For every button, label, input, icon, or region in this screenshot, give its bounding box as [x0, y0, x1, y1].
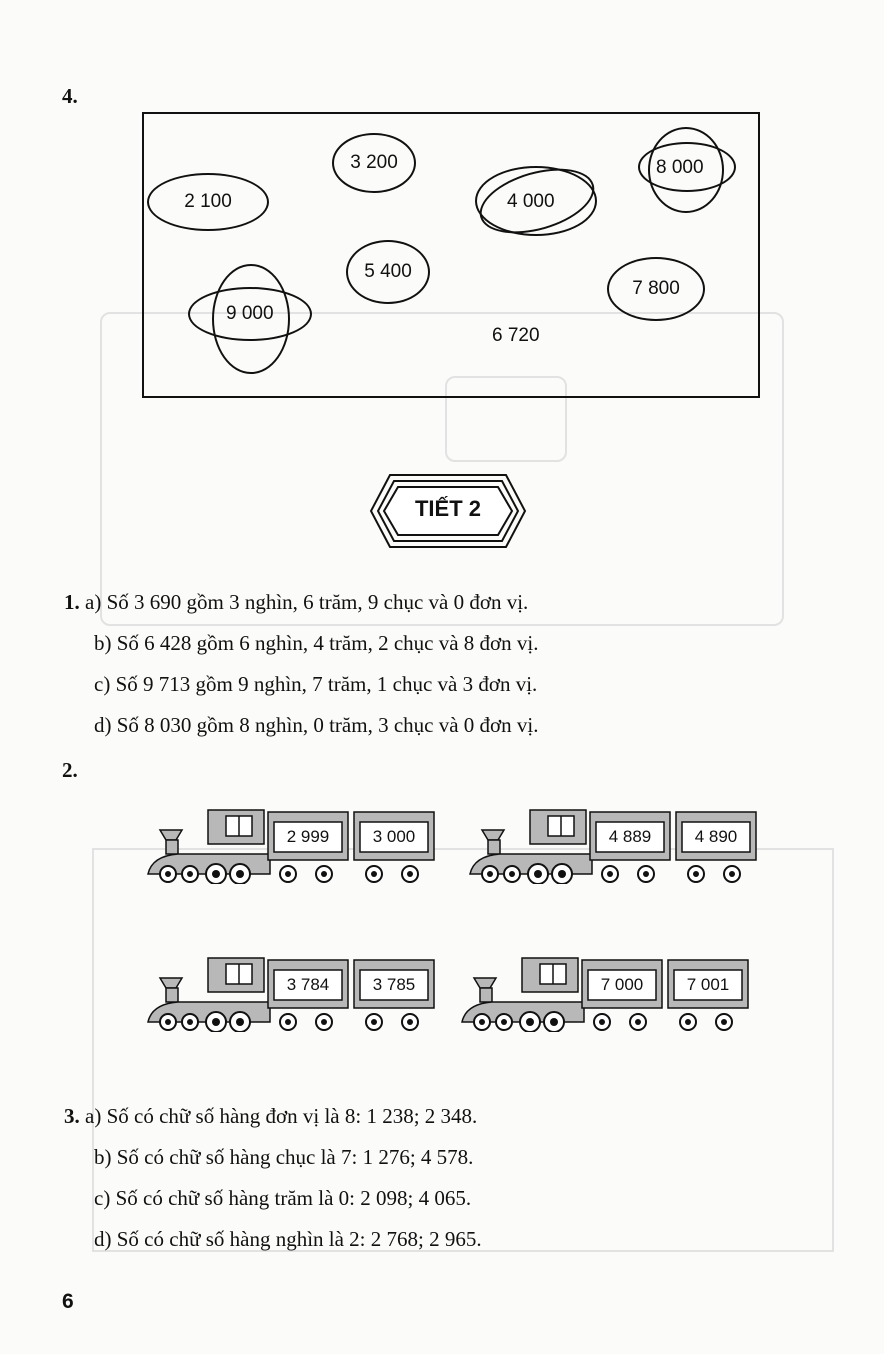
train-car-number: 4 890 — [694, 827, 738, 846]
number-label: 9 000 — [226, 303, 274, 324]
train-car-number: 4 889 — [608, 827, 652, 846]
number-label: 5 400 — [364, 261, 412, 282]
number-label: 2 100 — [184, 191, 232, 212]
exercise-4-number: 4. — [62, 84, 78, 108]
exercise-3-number: 3. — [64, 1104, 80, 1128]
exercise-1-line — [64, 590, 528, 615]
train-car-number: 3 000 — [372, 827, 416, 846]
exercise-1-item: b) Số 6 428 gồm 6 nghìn, 4 trăm, 2 chục và 8 đơn vị. — [94, 631, 539, 655]
exercise-1-item: d) Số 8 030 gồm 8 nghìn, 0 trăm, 3 chục và 0 đơn vị. — [94, 713, 539, 737]
exercise-3-item: d) Số có chữ số hàng nghìn là 2: 2 768; 2 965. — [94, 1227, 482, 1251]
exercise-3-line — [64, 1104, 477, 1129]
train-car-number: 7 000 — [600, 975, 644, 994]
number-oval — [332, 133, 416, 193]
train-car-number: 3 785 — [372, 975, 416, 994]
train-car-number: 7 001 — [686, 975, 730, 994]
page-number: 6 — [62, 1290, 74, 1313]
train — [452, 950, 752, 1032]
exercise-3-item: b) Số có chữ số hàng chục là 7: 1 276; 4 578. — [94, 1145, 474, 1169]
section-title: TIẾT 2 — [414, 496, 481, 521]
number-label: 3 200 — [350, 152, 398, 173]
number-oval — [607, 257, 705, 321]
number-label: 8 000 — [656, 157, 704, 178]
train — [138, 950, 438, 1032]
number-label: 7 800 — [632, 278, 680, 299]
exercise-2-number: 2. — [62, 758, 78, 782]
number-oval — [346, 240, 430, 304]
exercise-1-item: c) Số 9 713 gồm 9 nghìn, 7 trăm, 1 chục và 3 đơn vị. — [94, 672, 538, 696]
exercise-3-item: c) Số có chữ số hàng trăm là 0: 2 098; 4 065. — [94, 1186, 472, 1210]
number-label: 6 720 — [492, 325, 540, 346]
exercise-1-item: a) Số 3 690 gồm 3 nghìn, 6 trăm, 9 chục và 0 đơn vị. — [85, 590, 529, 614]
train — [460, 802, 760, 884]
exercise-3-item: a) Số có chữ số hàng đơn vị là 8: 1 238; 2 348. — [85, 1104, 478, 1128]
number-oval — [147, 173, 269, 231]
train-car-number: 2 999 — [286, 827, 330, 846]
train — [138, 802, 438, 884]
exercise-1-number: 1. — [64, 590, 80, 614]
train-car-number: 3 784 — [286, 975, 330, 994]
number-label: 4 000 — [507, 191, 555, 212]
